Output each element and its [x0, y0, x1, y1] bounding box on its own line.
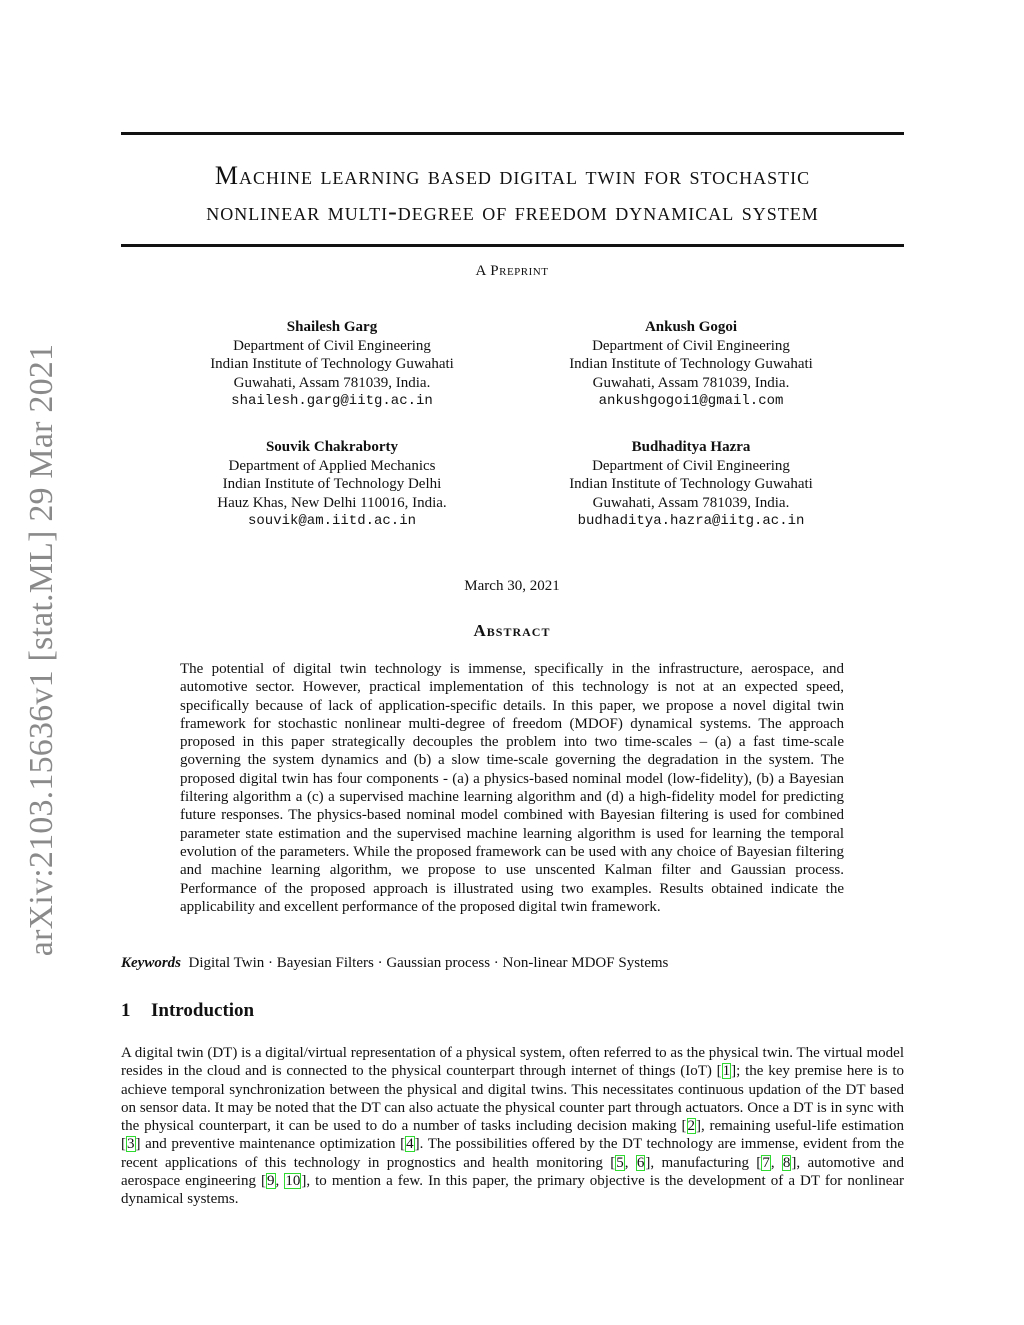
- intro-text: A digital twin (DT) is a digital/virtual representation of a physical system, often referred to as the physical twin. The virtual model resides in the cloud and is connected to the physical counterpart through internet of things (IoT) [: [121, 1045, 904, 1080]
- author-block: [152, 318, 512, 411]
- paper-title: [121, 158, 904, 230]
- author-name: Souvik Chakraborty: [265, 439, 399, 455]
- citation-link[interactable]: 6: [636, 1154, 645, 1171]
- author-address: Guwahati, Assam 781039, India.: [592, 374, 790, 391]
- intro-text: ]. The possibilities offered by the DT technology are immense, evident from the recent applications of this technology in prognostics and health monitoring [: [121, 1136, 904, 1171]
- arxiv-id: arXiv:2103.15636v1 [stat.ML] 29 Mar 2021: [23, 343, 60, 957]
- section-heading: [121, 1000, 254, 1022]
- keywords-label: Keywords: [121, 955, 181, 971]
- intro-text: ], automotive and aerospace engineering [: [121, 1154, 905, 1190]
- citation-link[interactable]: 4: [406, 1136, 414, 1153]
- intro-paragraph: [121, 1044, 904, 1209]
- author-dept: Department of Civil Engineering: [592, 457, 790, 474]
- author-email: budhaditya.hazra@iitg.ac.in: [577, 513, 805, 529]
- keywords-text: Digital Twin · Bayesian Filters · Gaussian process · Non-linear MDOF Systems: [188, 955, 669, 971]
- author-dept: Department of Applied Mechanics: [228, 457, 436, 474]
- author-name: Budhaditya Hazra: [631, 439, 751, 455]
- author-name: Ankush Gogoi: [644, 319, 738, 335]
- intro-text: ], to mention a few. In this paper, the primary objective is the development of a DT for nonlinear dynamical systems.: [121, 1173, 905, 1208]
- author-address: Guwahati, Assam 781039, India.: [592, 494, 790, 511]
- citation-link[interactable]: 9: [267, 1173, 275, 1190]
- author-address: Hauz Khas, New Delhi 110016, India.: [217, 494, 447, 511]
- abstract-heading: Abstract: [473, 621, 551, 640]
- citation-link[interactable]: 10: [285, 1173, 301, 1190]
- title-rule-top: [121, 132, 904, 135]
- citation-link[interactable]: 5: [616, 1154, 624, 1171]
- citation-link[interactable]: 2: [687, 1118, 696, 1135]
- author-institute: Indian Institute of Technology Guwahati: [569, 476, 813, 492]
- author-institute: Indian Institute of Technology Guwahati: [210, 356, 454, 372]
- intro-text: ] and preventive maintenance optimization [: [135, 1136, 406, 1153]
- preprint-label: A Preprint: [475, 263, 549, 279]
- author-dept: Department of Civil Engineering: [233, 337, 431, 354]
- section-number: 1: [121, 1000, 131, 1021]
- title-line-1: Machine learning based digital twin for stochastic: [214, 161, 811, 190]
- author-name: Shailesh Garg: [286, 319, 378, 335]
- author-dept: Department of Civil Engineering: [592, 337, 790, 354]
- author-block: [152, 438, 512, 531]
- author-email: shailesh.garg@iitg.ac.in: [231, 393, 433, 409]
- section-title: Introduction: [151, 1000, 255, 1021]
- intro-text: ], manufacturing [: [645, 1154, 762, 1171]
- author-institute: Indian Institute of Technology Guwahati: [569, 356, 813, 372]
- author-block: [511, 318, 871, 411]
- author-email: ankushgogoi1@gmail.com: [598, 393, 784, 409]
- citation-link[interactable]: 8: [782, 1154, 791, 1171]
- author-institute: Indian Institute of Technology Delhi: [222, 476, 442, 492]
- citation-link[interactable]: 1: [722, 1063, 731, 1080]
- title-rule-bottom: [121, 244, 904, 247]
- paper-date: March 30, 2021: [464, 578, 560, 594]
- citation-link[interactable]: 3: [127, 1136, 135, 1153]
- keywords-line: [121, 955, 904, 972]
- abstract-text: The potential of digital twin technology is immense, specifically in the infrastructure, aerospace, and automotive sector. However, practical implementation of this technology is not at an expected speed, specifically because of lack of application-specific details. In this paper, we propose a novel digital twin framework for stochastic nonlinear multi-degree of freedom (MDOF) dynamical systems. The approach proposed in this paper strategically decouples the problem into two time-scales – (a) a fast time-scale governing the system dynamics and (b) a slow time-scale governing the degradation in the system. The proposed digital twin has four components - (a) a physics-based nominal model (low-fidelity), (b) a Bayesian filtering algorithm a (c) a supervised machine learning algorithm and (d) a high-fidelity model for predicting future responses. The physics-based nominal model combined with Bayesian filtering is used for combined parameter state estimation and the supervised machine learning algorithm is used for learning the temporal evolution of the parameters. While the proposed framework can be used with any choice of Bayesian filtering and machine learning algorithm, we propose to use unscented Kalman filter and Gaussian process. Performance of the proposed approach is illustrated using two examples. Results obtained indicate the applicability and excellent performance of the proposed digital twin framework.: [180, 661, 844, 915]
- citation-link[interactable]: 7: [762, 1154, 770, 1171]
- intro-text: ]; the key premise here is to achieve temporal synchronization between the physical and digital twins. This necessitates continuous updation of the DT based on sensor data. It may be noted that the DT can also actuate the physical counter part through actuators. Once a DT is in sync with the physical counterpart, it can be used to do a number of tasks including decision making [: [121, 1063, 904, 1135]
- author-block: [511, 438, 871, 531]
- citation-separator: ,: [275, 1173, 285, 1190]
- intro-text: ], remaining useful-life estimation [: [121, 1118, 904, 1153]
- citation-separator: ,: [624, 1154, 636, 1171]
- citation-separator: ,: [770, 1154, 782, 1171]
- author-address: Guwahati, Assam 781039, India.: [233, 374, 431, 391]
- title-line-2: nonlinear multi-degree of freedom dynamical system: [206, 197, 819, 226]
- author-email: souvik@am.iitd.ac.in: [247, 513, 417, 529]
